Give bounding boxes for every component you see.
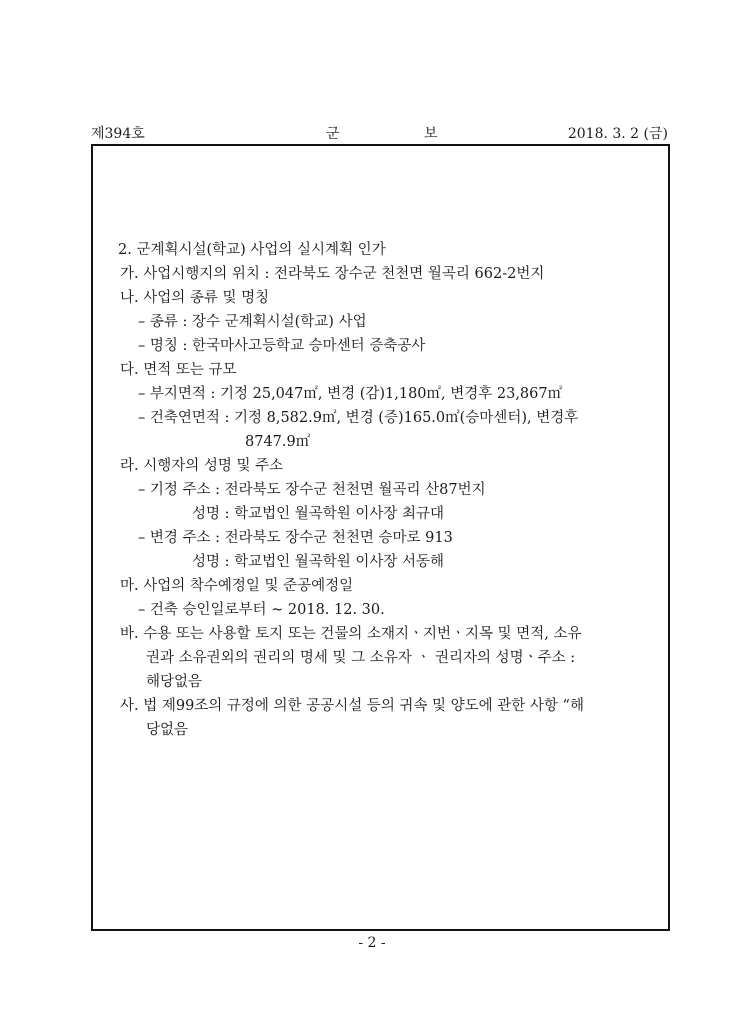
item-prev-name: 성명 : 학교법인 월곡학원 이사장 최규대 (192, 506, 445, 522)
item-schedule-heading: 마. 사업의 착수예정일 및 준공예정일 (120, 578, 354, 594)
item-facility-heading: 사. 법 제99조의 규정에 의한 공공시설 등의 귀속 및 양도에 관한 사항 “해 (120, 698, 584, 714)
item-area-heading: 다. 면적 또는 규모 (120, 362, 237, 378)
item-new-name: 성명 : 학교법인 월곡학원 이사장 서동해 (192, 554, 445, 570)
item-type-kind: – 종류 : 장수 군계획시설(학교) 사업 (138, 314, 367, 330)
bulletin-title-part1: 군 (326, 126, 340, 142)
item-schedule: – 건축 승인일로부터 ~ 2018. 12. 30. (138, 602, 385, 618)
item-type-name: – 명칭 : 한국마사고등학교 승마센터 증축공사 (138, 338, 426, 354)
issue-date: 2018. 3. 2 (금) (567, 126, 668, 142)
issue-number: 제394호 (91, 126, 145, 142)
item-land-value: 해당없음 (146, 674, 203, 690)
item-site-area: – 부지면적 : 기정 25,047㎡, 변경 (감)1,180㎡, 변경후 23,867㎡ (138, 386, 563, 402)
page-header (91, 123, 668, 143)
item-floor-area: – 건축연면적 : 기정 8,582.9㎡, 변경 (증)165.0㎡(승마센터), 변경후 (138, 410, 579, 426)
item-facility-value: 당없음 (146, 722, 189, 738)
page-number: - 2 - (358, 935, 386, 951)
item-location: 가. 사업시행지의 위치 : 전라북도 장수군 천천면 월곡리 662-2번지 (120, 266, 545, 282)
item-type-heading: 나. 사업의 종류 및 명칭 (120, 290, 270, 306)
item-land-heading: 바. 수용 또는 사용할 토지 또는 건물의 소재지ㆍ지번ㆍ지목 및 면적, 소유 (120, 626, 582, 642)
section-heading: 2. 군계획시설(학교) 사업의 실시계획 인가 (118, 242, 386, 258)
item-floor-area-cont: 8747.9㎡ (245, 434, 311, 450)
item-operator-heading: 라. 시행자의 성명 및 주소 (120, 458, 284, 474)
bulletin-title-part2: 보 (424, 126, 438, 142)
item-land-cont: 권과 소유권외의 권리의 명세 및 그 소유자 ㆍ 권리자의 성명ㆍ주소 : (146, 650, 576, 666)
item-new-address: – 변경 주소 : 전라북도 장수군 천천면 승마로 913 (138, 530, 453, 546)
item-prev-address: – 기정 주소 : 전라북도 장수군 천천면 월곡리 산87번지 (138, 482, 486, 498)
